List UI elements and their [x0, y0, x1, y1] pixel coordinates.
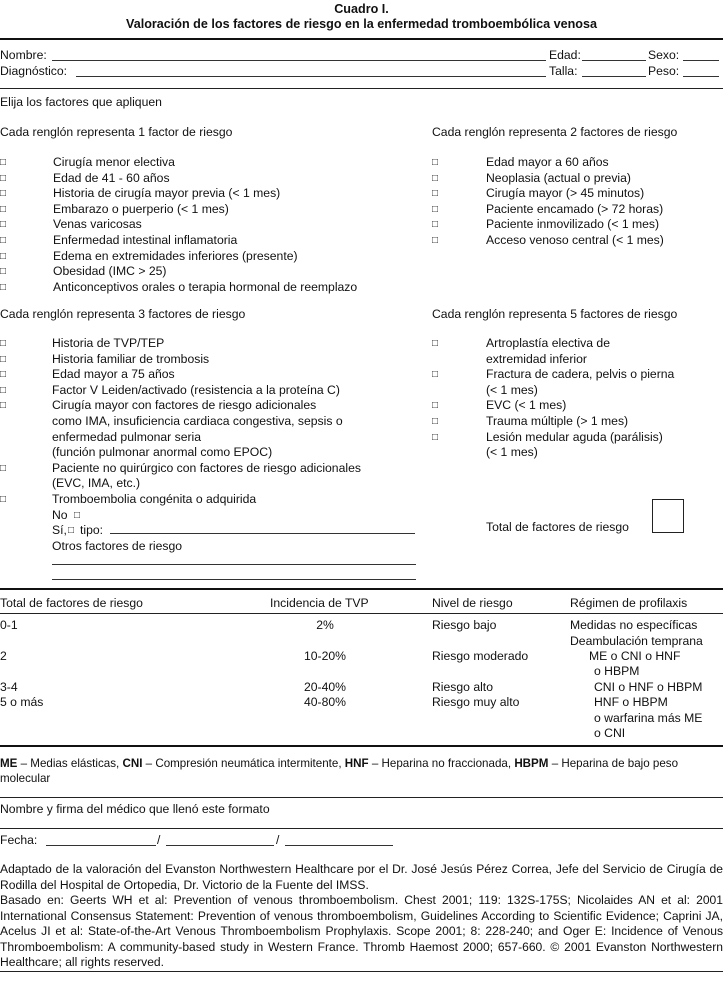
item-continuation: (función pulmonar anormal como EPOC): [52, 445, 273, 460]
divider: [0, 971, 723, 972]
checkbox[interactable]: □: [432, 369, 439, 381]
section-1-list: [0, 155, 420, 295]
abbreviations-line: ME – Medias elásticas, CNI – Compresión neumática intermitente, HNF – Heparina no fraccionada, HBPM – Heparina de bajo peso: [0, 757, 679, 770]
item-continuation: (< 1 mes): [486, 382, 538, 397]
section-5-list: [432, 336, 722, 461]
list-item: □ Edema en extremidades inferiores (presente): [0, 248, 298, 263]
list-item: □ Historia familiar de trombosis: [0, 351, 210, 366]
list-item: □ Venas varicosas: [0, 217, 142, 232]
table-cell: 20-40%: [303, 680, 346, 694]
divider: [0, 38, 723, 40]
list-item: □ Paciente no quirúrgico con factores de riesgo adicionales: [0, 460, 361, 475]
list-item: □ Obesidad (IMC > 25): [0, 264, 167, 279]
table-cell: 2%: [316, 618, 334, 632]
list-item: □ Historia de TVP/TEP: [0, 336, 165, 350]
other-factors-field[interactable]: [52, 564, 416, 565]
divider: [0, 588, 723, 590]
other-factors-label: Otros factores de riesgo: [52, 538, 183, 553]
yes-option-label: Sí,: [52, 523, 67, 538]
checkbox[interactable]: □: [432, 203, 439, 215]
table-cell: ME o CNI o HNF: [589, 649, 681, 663]
list-item: □ Cirugía mayor con factores de riesgo adicionales: [0, 398, 317, 413]
abbreviations-line: molecular: [0, 772, 51, 785]
name-field[interactable]: [52, 60, 546, 61]
age-field[interactable]: [582, 60, 646, 61]
item-continuation: enfermedad pulmonar seria: [52, 429, 202, 444]
list-item: □ Neoplasia (actual o previa): [432, 170, 631, 185]
table-cell: Riesgo alto: [432, 680, 493, 694]
table-cell: 0-1: [0, 618, 18, 632]
list-item: □ Enfermedad intestinal inflamatoria: [0, 232, 238, 247]
checkbox[interactable]: □: [432, 188, 439, 200]
checkbox[interactable]: □: [432, 338, 439, 349]
section-2-list: [432, 155, 722, 249]
section-3-heading: Cada renglón representa 3 factores de riesgo: [0, 307, 246, 321]
checkbox[interactable]: □: [432, 400, 439, 412]
table-cell: o warfarina más ME: [594, 711, 703, 725]
checkbox[interactable]: □: [0, 353, 7, 365]
type-label: tipo:: [80, 523, 104, 538]
checkbox[interactable]: □: [0, 234, 7, 246]
no-checkbox[interactable]: □: [74, 509, 81, 521]
table-cell: 3-4: [0, 680, 18, 694]
list-item: □ Artroplastía electiva de: [432, 336, 610, 350]
date-year-field[interactable]: [285, 845, 393, 846]
height-field[interactable]: [582, 76, 646, 77]
table-header: Total de factores de riesgo: [0, 596, 143, 610]
item-continuation: como IMA, insuficiencia cardiaca congestiva, sepsis o: [52, 413, 343, 428]
source-references: Basado en: Geerts WH et al: Prevention of venous thromboembolism. Chest 2001; 119: 132S-175S; Nicolaides AN et al: 2001 International Consensus Statement: Prevention of venous thromboembolism, Guidelines According to Scientific Evidence; Caprini JA, Acelus JI et al: State-of-the-Art Venous Thromboembolism Prophylaxis. Scope 2001; 8: 228-240; and Oger E: Incidence of Venous Thromboembolism: A community-based study in Western France. Thromb Haemost 2000; 657-660. © 2001 Evanston Northwestern Healthcare; all rights reserved.: [0, 893, 723, 970]
age-label: Edad:: [549, 48, 581, 62]
name-label: Nombre:: [0, 48, 47, 62]
page-title: Valoración de los factores de riesgo en la enfermedad tromboembólica venosa: [125, 17, 598, 31]
table-cell: Riesgo muy alto: [432, 695, 520, 709]
height-label: Talla:: [549, 64, 578, 78]
checkbox[interactable]: □: [0, 369, 7, 381]
checkbox[interactable]: □: [0, 188, 7, 200]
date-month-field[interactable]: [166, 845, 274, 846]
section-3-list: [0, 336, 420, 554]
list-item: □ Edad mayor a 60 años: [432, 155, 609, 169]
table-cell: o HBPM: [594, 664, 640, 678]
table-cell: o CNI: [594, 726, 626, 740]
type-field[interactable]: [110, 533, 415, 534]
table-cell: Riesgo moderado: [432, 649, 529, 663]
table-cell: 2: [0, 649, 7, 663]
divider: [0, 613, 723, 614]
checkbox[interactable]: □: [0, 384, 7, 396]
checkbox[interactable]: □: [0, 157, 7, 168]
table-header: Nivel de riesgo: [432, 596, 513, 610]
checkbox[interactable]: □: [432, 172, 439, 184]
table-cell: HNF o HBPM: [594, 695, 668, 709]
signature-line[interactable]: [0, 828, 723, 829]
checkbox[interactable]: □: [0, 266, 7, 278]
weight-label: Peso:: [648, 64, 680, 78]
section-1-heading: Cada renglón representa 1 factor de riesgo: [0, 125, 233, 139]
checkbox[interactable]: □: [432, 234, 439, 246]
checkbox[interactable]: □: [0, 400, 7, 412]
total-factors-box[interactable]: [652, 499, 684, 533]
table-cell: 40-80%: [303, 695, 346, 709]
list-item: □ Edad mayor a 75 años: [0, 367, 175, 382]
item-continuation: (< 1 mes): [486, 445, 538, 460]
list-item: □ Anticonceptivos orales o terapia hormonal de reemplazo: [0, 279, 358, 294]
date-separator: /: [276, 833, 280, 847]
table-label: Cuadro I.: [334, 2, 389, 16]
divider: [0, 88, 723, 89]
sex-label: Sexo:: [648, 48, 680, 62]
table-cell: Riesgo bajo: [432, 618, 497, 632]
list-item: □ EVC (< 1 mes): [432, 398, 567, 413]
date-label: Fecha:: [0, 833, 38, 847]
list-item: □ Acceso venoso central (< 1 mes): [432, 232, 664, 247]
list-item: □ Tromboembolia congénita o adquirida: [0, 491, 257, 506]
table-cell: CNI o HNF o HBPM: [594, 680, 703, 694]
diagnosis-label: Diagnóstico:: [0, 64, 68, 78]
checkbox[interactable]: □: [432, 157, 439, 168]
weight-field[interactable]: [683, 76, 719, 77]
yes-checkbox[interactable]: □: [68, 525, 75, 537]
checkbox[interactable]: □: [0, 493, 7, 505]
checkbox[interactable]: □: [0, 462, 7, 474]
list-item: □ Paciente encamado (> 72 horas): [432, 201, 664, 216]
signature-label: Nombre y firma del médico que llenó este formato: [0, 802, 270, 816]
list-item: □ Cirugía menor electiva: [0, 155, 175, 169]
total-factors-label: Total de factores de riesgo: [486, 520, 629, 534]
instructions: Elija los factores que apliquen: [0, 95, 162, 109]
checkbox[interactable]: □: [432, 415, 439, 427]
list-item: □ Paciente inmovilizado (< 1 mes): [432, 217, 660, 232]
list-item: □ Factor V Leiden/activado (resistencia a la proteína C): [0, 382, 340, 397]
divider: [0, 745, 723, 747]
list-item: □ Fractura de cadera, pelvis o pierna: [432, 367, 675, 382]
list-item: □ Embarazo o puerperio (< 1 mes): [0, 201, 229, 216]
section-5-heading: Cada renglón representa 5 factores de riesgo: [432, 307, 678, 321]
no-option-label: No: [52, 507, 68, 522]
checkbox[interactable]: □: [432, 219, 439, 231]
item-continuation: (EVC, IMA, etc.): [52, 476, 141, 491]
checkbox[interactable]: □: [0, 219, 7, 231]
checkbox[interactable]: □: [0, 338, 7, 349]
table-cell: Medidas no específicas: [570, 618, 698, 632]
date-day-field[interactable]: [46, 845, 156, 846]
checkbox[interactable]: □: [0, 172, 7, 184]
table-cell: 5 o más: [0, 695, 44, 709]
section-2-heading: Cada renglón representa 2 factores de riesgo: [432, 125, 678, 139]
list-item: □ Historia de cirugía mayor previa (< 1 mes): [0, 186, 281, 201]
diagnosis-field[interactable]: [76, 76, 546, 77]
list-item: □ Cirugía mayor (> 45 minutos): [432, 186, 645, 201]
sex-field[interactable]: [683, 60, 719, 61]
date-separator: /: [157, 833, 161, 847]
checkbox[interactable]: □: [0, 203, 7, 215]
list-item: □ Trauma múltiple (> 1 mes): [432, 413, 629, 428]
divider: [0, 797, 723, 798]
checkbox[interactable]: □: [0, 250, 7, 262]
item-continuation: extremidad inferior: [486, 351, 587, 366]
checkbox[interactable]: □: [0, 281, 7, 293]
other-factors-field[interactable]: [52, 579, 416, 580]
table-header: Incidencia de TVP: [270, 596, 369, 610]
table-cell: Deambulación temprana: [570, 634, 703, 648]
checkbox[interactable]: □: [432, 431, 439, 443]
table-header: Régimen de profilaxis: [570, 596, 688, 610]
list-item: □ Edad de 41 - 60 años: [0, 170, 170, 185]
source-adapted: Adaptado de la valoración del Evanston Northwestern Healthcare por el Dr. José Jesús Pérez Correa, Jefe del Servicio de Cirugía de Rodilla del Hospital de Ortopedia, Dr. Victorio de la Fuente del IMSS.: [0, 862, 723, 892]
list-item: □ Lesión medular aguda (parálisis): [432, 429, 663, 444]
table-cell: 10-20%: [303, 649, 346, 663]
